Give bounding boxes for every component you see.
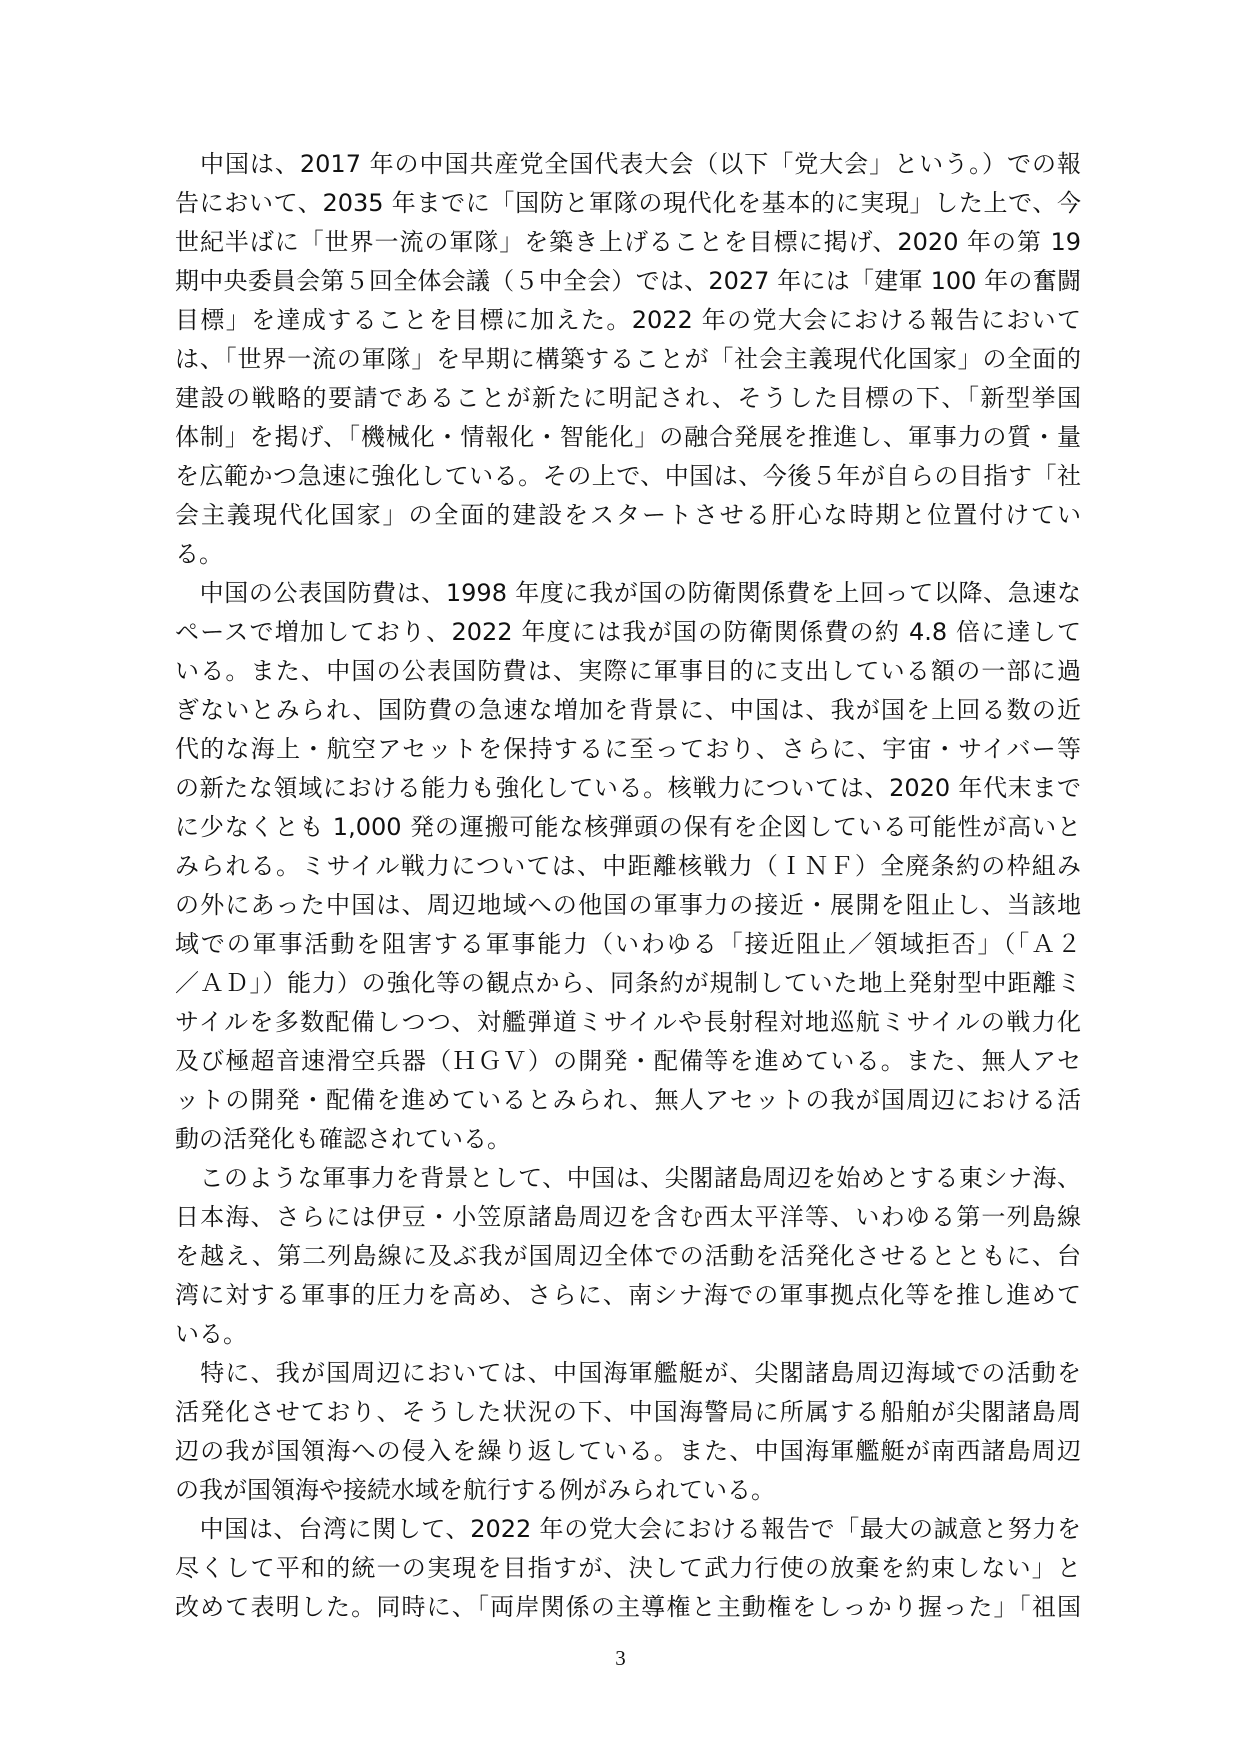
text-line: 辺の我が国領海への侵入を繰り返している。また、中国海軍艦艇が南西諸島周辺	[175, 1437, 1081, 1465]
text-line: 代的な海上・航空アセットを保持するに至っており、さらに、宇宙・サイバー等	[175, 735, 1081, 763]
text-line: は、「世界一流の軍隊」を早期に構築することが「社会主義現代化国家」の全面的	[175, 345, 1081, 373]
text-line: 中国の公表国防費は、1998 年度に我が国の防衛関係費を上回って以降、急速な	[175, 579, 1081, 607]
text-line: サイルを多数配備しつつ、対艦弾道ミサイルや長射程対地巡航ミサイルの戦力化	[175, 1008, 1081, 1036]
text-line: ットの開発・配備を進めているとみられ、無人アセットの我が国周辺における活	[175, 1086, 1081, 1114]
text-line: このような軍事力を背景として、中国は、尖閣諸島周辺を始めとする東シナ海、	[175, 1164, 1081, 1192]
text-line: に少なくとも 1,000 発の運搬可能な核弾頭の保有を企図している可能性が高いと	[175, 813, 1081, 841]
text-line: 建設の戦略的要請であることが新たに明記され、そうした目標の下、「新型挙国	[175, 384, 1081, 412]
document-body	[175, 145, 1081, 1627]
text-line: 期中央委員会第５回全体会議（５中全会）では、2027 年には「建軍 100 年の奮闘	[175, 267, 1081, 295]
paragraph	[175, 145, 1081, 574]
text-line: みられる。ミサイル戦力については、中距離核戦力（ＩＮＦ）全廃条約の枠組み	[175, 852, 1081, 880]
text-line: 域での軍事活動を阻害する軍事能力（いわゆる「接近阻止／領域拒否」（「Ａ２	[175, 930, 1081, 958]
page-number: 3	[615, 1646, 626, 1670]
text-line: いる。また、中国の公表国防費は、実際に軍事目的に支出している額の一部に過	[175, 657, 1081, 685]
paragraph	[175, 1159, 1081, 1354]
text-line: 及び極超音速滑空兵器（ＨＧＶ）の開発・配備等を進めている。また、無人アセ	[175, 1047, 1081, 1075]
text-line: 動の活発化も確認されている。	[175, 1125, 511, 1153]
text-line: 会主義現代化国家」の全面的建設をスタートさせる肝心な時期と位置付けてい	[175, 501, 1081, 529]
text-line: ／ＡＤ」）能力）の強化等の観点から、同条約が規制していた地上発射型中距離ミ	[175, 969, 1081, 997]
text-line: ペースで増加しており、2022 年度には我が国の防衛関係費の約 4.8 倍に達して	[175, 618, 1081, 646]
text-line: 活発化させており、そうした状況の下、中国海警局に所属する船舶が尖閣諸島周	[175, 1398, 1081, 1426]
paragraph	[175, 1354, 1081, 1510]
text-line: 湾に対する軍事的圧力を高め、さらに、南シナ海での軍事拠点化等を推し進めて	[175, 1281, 1081, 1309]
text-line: いる。	[175, 1320, 247, 1348]
text-line: 中国は、2017 年の中国共産党全国代表大会（以下「党大会」という。）での報	[175, 150, 1081, 178]
text-line: 世紀半ばに「世界一流の軍隊」を築き上げることを目標に掲げ、2020 年の第 19	[175, 228, 1081, 256]
text-line: の我が国領海や接続水域を航行する例がみられている。	[175, 1476, 775, 1504]
paragraph	[175, 574, 1081, 1159]
text-line: 日本海、さらには伊豆・小笠原諸島周辺を含む西太平洋等、いわゆる第一列島線	[175, 1203, 1081, 1231]
text-line: 目標」を達成することを目標に加えた。2022 年の党大会における報告において	[175, 306, 1081, 334]
text-line: の新たな領域における能力も強化している。核戦力については、2020 年代末まで	[175, 774, 1081, 802]
text-line: 告において、2035 年までに「国防と軍隊の現代化を基本的に実現」した上で、今	[175, 189, 1081, 217]
text-line: を越え、第二列島線に及ぶ我が国周辺全体での活動を活発化させるとともに、台	[175, 1242, 1081, 1270]
text-line: 尽くして平和的統一の実現を目指すが、決して武力行使の放棄を約束しない」と	[175, 1554, 1081, 1582]
text-line: る。	[175, 540, 223, 568]
text-line: の外にあった中国は、周辺地域への他国の軍事力の接近・展開を阻止し、当該地	[175, 891, 1081, 919]
text-line: 改めて表明した。同時に、「両岸関係の主導権と主動権をしっかり握った」「祖国	[175, 1593, 1081, 1621]
text-line: 特に、我が国周辺においては、中国海軍艦艇が、尖閣諸島周辺海域での活動を	[175, 1359, 1081, 1387]
paragraph	[175, 1510, 1081, 1627]
text-line: 中国は、台湾に関して、2022 年の党大会における報告で「最大の誠意と努力を	[175, 1515, 1081, 1543]
text-line: を広範かつ急速に強化している。その上で、中国は、今後５年が自らの目指す「社	[175, 462, 1081, 490]
text-line: 体制」を掲げ、「機械化・情報化・智能化」の融合発展を推進し、軍事力の質・量	[175, 423, 1081, 451]
text-line: ぎないとみられ、国防費の急速な増加を背景に、中国は、我が国を上回る数の近	[175, 696, 1081, 724]
